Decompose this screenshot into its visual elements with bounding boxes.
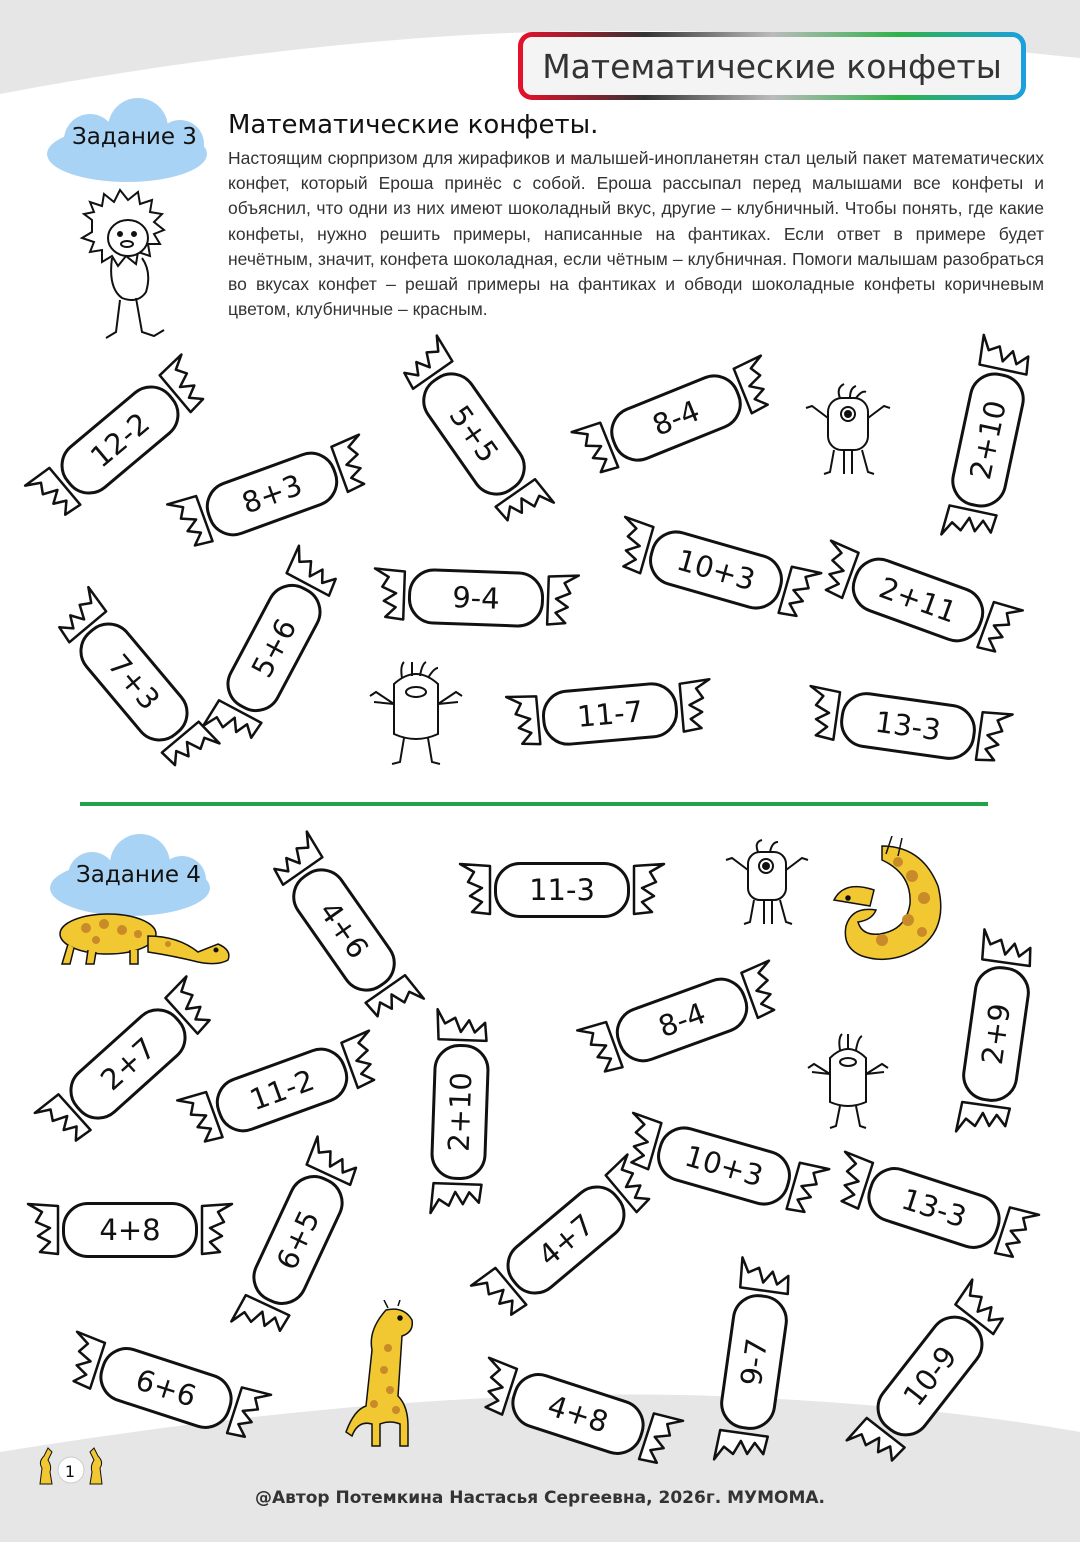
- task3-title: Математические конфеты.: [228, 110, 599, 140]
- alien-icon: [800, 378, 892, 482]
- giraffe-icon: [48, 904, 236, 968]
- task4-label: Задание 4: [76, 862, 201, 888]
- candy-label: 4+8: [62, 1202, 198, 1258]
- candy-label: 11-7: [540, 680, 680, 748]
- candy-label: 9-4: [407, 568, 545, 629]
- footer-credit: @Автор Потемкина Настасья Сергеевна, 2026г. МУМОМА.: [254, 1488, 826, 1508]
- candy-label: 8-4: [609, 970, 756, 1069]
- candy-label: 11-2: [209, 1040, 356, 1139]
- candy-label: 6+6: [93, 1340, 240, 1435]
- candy-label: 4+7: [496, 1175, 636, 1305]
- hedgehog-icon: [72, 180, 188, 344]
- candy-label: 10-9: [866, 1305, 994, 1447]
- candy-label: 2+11: [845, 550, 992, 649]
- alien-icon: [800, 1028, 896, 1132]
- candy-label: 13-3: [861, 1160, 1008, 1255]
- header-banner: [518, 32, 1026, 100]
- candy-label: 4+6: [282, 858, 406, 1002]
- candy-label: 2+9: [959, 963, 1033, 1105]
- candy-label: 9-7: [717, 1291, 791, 1433]
- alien-icon: [362, 654, 472, 772]
- candy-label: 12-2: [50, 375, 190, 505]
- candy-label: 5+5: [412, 362, 536, 506]
- candy-label: 8-4: [602, 367, 749, 470]
- candy-label: 4+8: [505, 1366, 652, 1461]
- candy-label: 2+10: [946, 368, 1029, 513]
- candy-label: 10+3: [643, 524, 789, 615]
- candy-label: 10+3: [651, 1120, 797, 1211]
- alien-icon: [718, 834, 814, 934]
- giraffe-icon: [338, 1300, 428, 1450]
- giraffe-icon: [822, 836, 952, 972]
- candy-label: 8+3: [199, 444, 346, 543]
- candy-label: 2+10: [430, 1043, 491, 1181]
- page-number: 1: [64, 1462, 76, 1481]
- task3-label: Задание 3: [72, 124, 197, 150]
- candy-label: 5+6: [217, 575, 330, 721]
- candy-label: 11-3: [494, 862, 630, 918]
- candy-label: 2+7: [59, 998, 198, 1131]
- candy-label: 7+3: [69, 612, 199, 752]
- header-title: Математические конфеты: [523, 37, 1021, 95]
- section-divider: [80, 802, 988, 806]
- candy-label: 6+5: [244, 1167, 352, 1314]
- candy-label: 13-3: [837, 689, 979, 763]
- task3-text: Настоящим сюрпризом для жирафиков и малышей-инопланетян стал целый пакет математических конфет, который Ероша принёс с собой. Ероша рассыпал перед малышами все конфеты и объяснил, что одни из них имеют шоколадный вкус, другие – клубничный. Чтобы понять, где какие конфеты, нужно решить примеры, написанные на фантиках. Если ответ в примере будет нечётным, значит, конфета шоколадная, если чётным – клубничная. Помоги малышам разобраться во вкусах конфет – решай примеры на фантиках и обводи шоколадные конфеты коричневым цветом, клубничные – красным.: [228, 148, 1044, 320]
